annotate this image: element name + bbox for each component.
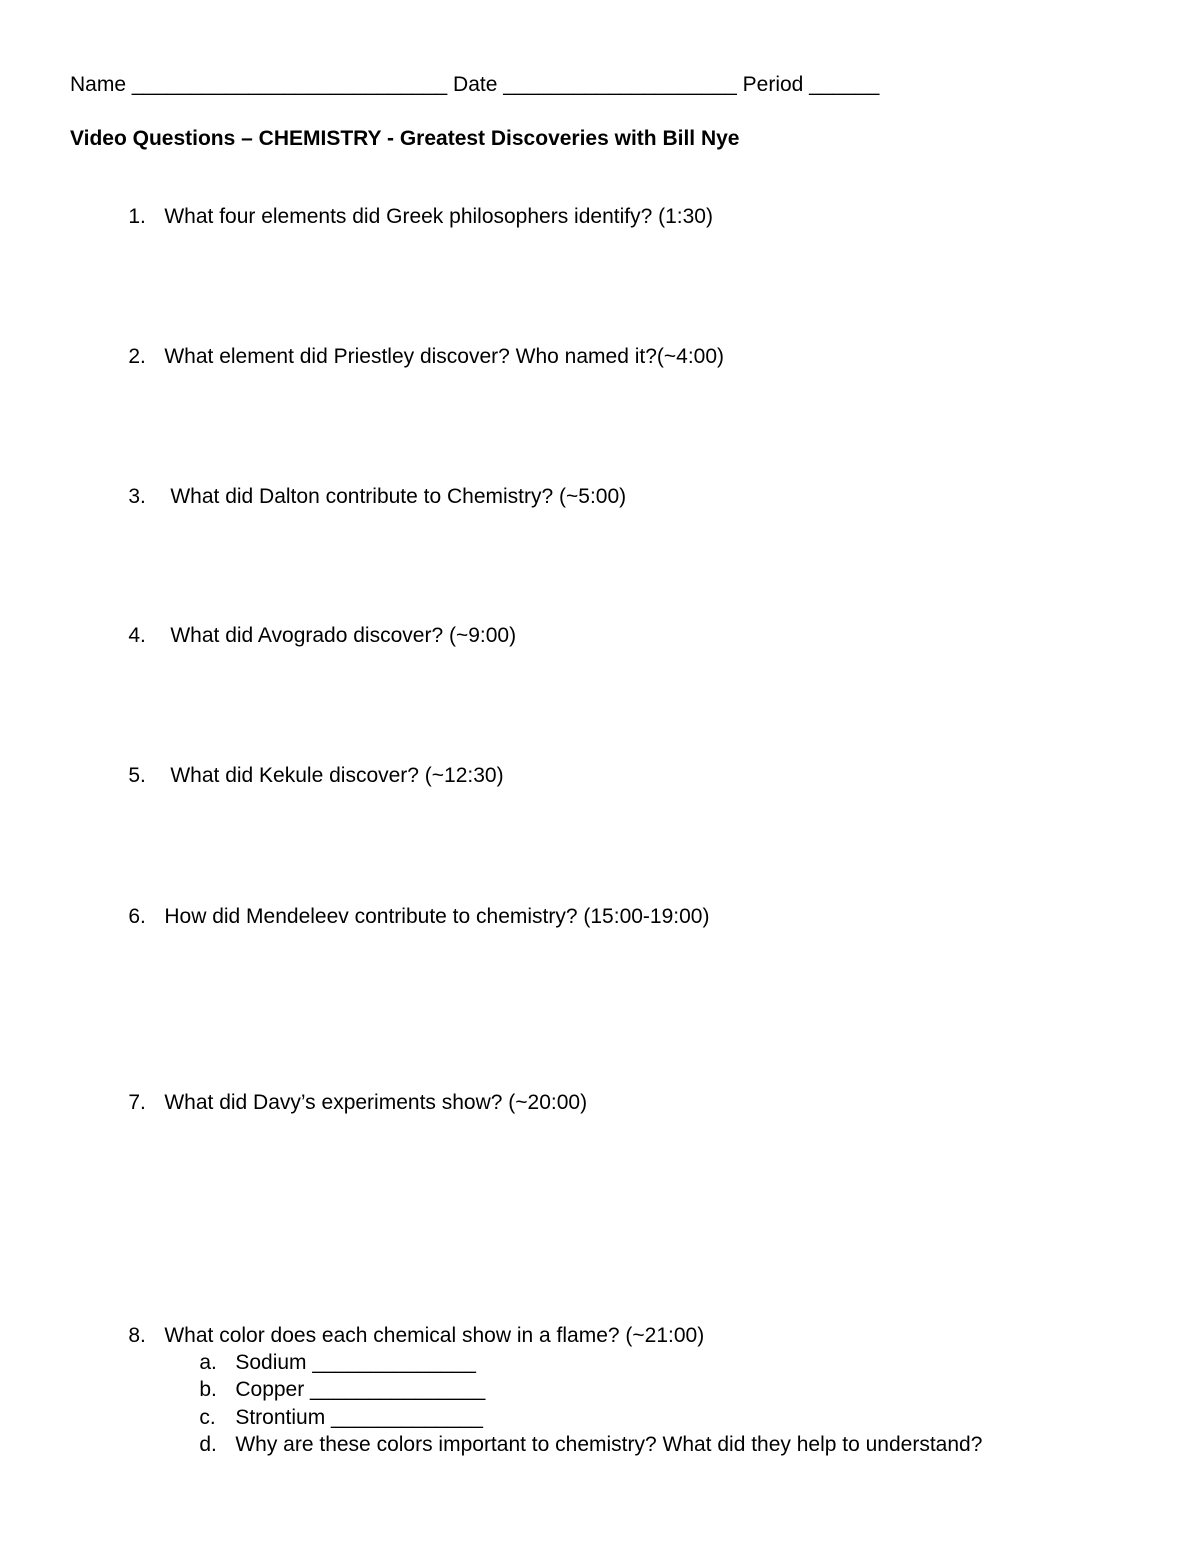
question-6 bbox=[105, 878, 709, 956]
question-text: What element did Priestley discover? Who named it?(~4:00) bbox=[164, 345, 725, 368]
name-date-period-line: Name ___________________________ Date ____________________ Period ______ bbox=[70, 73, 880, 96]
subitem-colors-importance bbox=[176, 1406, 982, 1484]
subitem-letter: a. bbox=[199, 1351, 217, 1374]
question-7 bbox=[105, 1064, 587, 1142]
subitem-text: Why are these colors important to chemistry? What did they help to understand? bbox=[235, 1433, 983, 1456]
question-text: What color does each chemical show in a flame? (~21:00) bbox=[164, 1324, 705, 1347]
question-4 bbox=[105, 597, 516, 675]
question-number: 4. bbox=[128, 624, 146, 647]
question-3 bbox=[105, 458, 626, 536]
question-number: 6. bbox=[128, 905, 146, 928]
question-1 bbox=[105, 178, 713, 256]
subitem-letter: b. bbox=[199, 1378, 217, 1401]
subitem-text: Copper _______________ bbox=[235, 1378, 486, 1401]
question-text: What did Davy’s experiments show? (~20:00) bbox=[164, 1091, 588, 1114]
question-number: 2. bbox=[128, 345, 146, 368]
question-2 bbox=[105, 318, 724, 396]
question-text: What did Avogrado discover? (~9:00) bbox=[170, 624, 517, 647]
question-text: What four elements did Greek philosophers identify? (1:30) bbox=[164, 205, 713, 228]
subitem-text: Strontium _____________ bbox=[235, 1406, 483, 1429]
question-text: How did Mendeleev contribute to chemistry? (15:00-19:00) bbox=[164, 905, 710, 928]
question-number: 1. bbox=[128, 205, 146, 228]
page-title: Video Questions – CHEMISTRY - Greatest Discoveries with Bill Nye bbox=[70, 127, 740, 150]
subitem-letter: c. bbox=[199, 1406, 216, 1429]
question-5 bbox=[105, 737, 504, 815]
question-number: 7. bbox=[128, 1091, 146, 1114]
question-number: 5. bbox=[128, 764, 146, 787]
question-number: 8. bbox=[128, 1324, 146, 1347]
question-text: What did Kekule discover? (~12:30) bbox=[170, 764, 504, 787]
question-text: What did Dalton contribute to Chemistry? (~5:00) bbox=[170, 485, 627, 508]
subitem-letter: d. bbox=[199, 1433, 217, 1456]
subitem-text: Sodium ______________ bbox=[235, 1351, 476, 1374]
question-number: 3. bbox=[128, 485, 146, 508]
